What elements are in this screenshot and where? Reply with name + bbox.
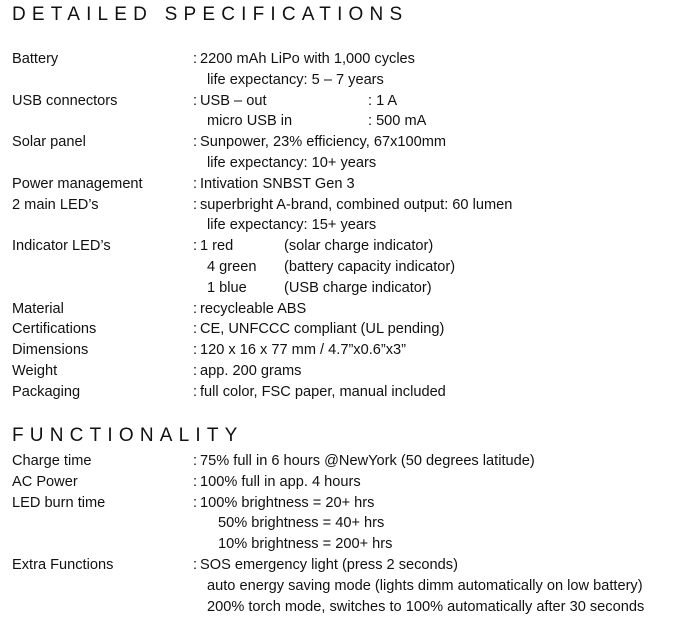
func-value-line: 75% full in 6 hours @NewYork (50 degrees latitude) <box>200 453 535 469</box>
spec-row-indicator-leds <box>0 236 700 298</box>
spec-value-line: Intivation SNBST Gen 3 <box>200 175 355 192</box>
spec-label-battery: Battery <box>12 51 59 67</box>
spec-values-solar-panel <box>200 132 446 174</box>
spec-value-line: life expectancy: 15+ years <box>207 217 377 234</box>
func-row-led-burn-time <box>0 493 700 555</box>
spec-label-packaging: Packaging <box>12 383 81 400</box>
spec-colon: : <box>192 175 198 192</box>
func-value-line: auto energy saving mode (lights dimm automatically on low battery) <box>207 577 643 594</box>
spec-colon: : <box>192 383 198 400</box>
spec-label-weight: Weight <box>12 362 58 379</box>
func-label-ac-power: AC Power <box>12 473 78 490</box>
spec-colon: : <box>192 92 198 109</box>
func-value-line: 10% brightness = 200+ hrs <box>218 536 393 553</box>
spec-values-dimensions <box>200 340 406 361</box>
spec-label-main-leds: 2 main LED’s <box>12 196 99 213</box>
func-value-line: 200% torch mode, switches to 100% automatically after 30 seconds <box>207 598 645 615</box>
spec-value-line: recycleable ABS <box>200 300 307 317</box>
spec-colon: : <box>192 51 198 67</box>
indicator-led-desc: (USB charge indicator) <box>284 279 432 296</box>
spec-row-solar-panel <box>0 132 700 174</box>
spec-values-usb-connectors <box>200 91 426 133</box>
spec-colon: : <box>192 362 198 379</box>
spec-label-power-management: Power management <box>12 175 143 192</box>
spec-row-power-management <box>0 174 700 195</box>
func-colon: : <box>192 556 198 573</box>
spec-value-line: 2200 mAh LiPo with 1,000 cycles <box>200 51 415 67</box>
func-label-led-burn-time: LED burn time <box>12 494 106 511</box>
func-values-led-burn-time <box>200 493 392 555</box>
spec-colon: : <box>192 300 198 317</box>
spec-value-line: 120 x 16 x 77 mm / 4.7”x0.6”x3” <box>200 342 407 359</box>
functionality-section <box>0 451 700 617</box>
spec-values-indicator-leds <box>200 236 455 298</box>
spec-label-dimensions: Dimensions <box>12 342 89 359</box>
usb-port-name: USB – out <box>200 92 267 109</box>
spec-row-usb-connectors <box>0 91 700 133</box>
func-colon: : <box>192 494 198 511</box>
spec-row-packaging <box>0 382 700 403</box>
func-colon: : <box>192 473 198 490</box>
func-label-charge-time: Charge time <box>12 453 92 469</box>
usb-colon: : <box>368 113 373 130</box>
spec-values-certifications <box>200 319 444 340</box>
spec-values-packaging <box>200 382 446 403</box>
functionality-heading: FUNCTIONALITY <box>12 425 244 446</box>
func-values-ac-power <box>200 472 361 493</box>
spec-colon: : <box>192 238 198 255</box>
spec-colon: : <box>192 321 198 338</box>
spec-value-line: Sunpower, 23% efficiency, 67x100mm <box>200 134 447 151</box>
func-colon: : <box>192 453 198 469</box>
indicator-led-desc: (solar charge indicator) <box>284 238 434 255</box>
func-row-charge-time <box>0 451 700 472</box>
indicator-led-name: 4 green <box>207 258 257 275</box>
spec-colon: : <box>192 342 198 359</box>
spec-values-main-leds <box>200 195 512 237</box>
spec-value-line: life expectancy: 5 – 7 years <box>207 71 384 88</box>
spec-row-main-leds <box>0 195 700 237</box>
indicator-row-blue <box>200 278 455 299</box>
spec-label-usb-connectors: USB connectors <box>12 92 118 109</box>
func-label-extra-functions: Extra Functions <box>12 556 114 573</box>
spec-label-certifications: Certifications <box>12 321 97 338</box>
spec-row-material <box>0 299 700 320</box>
func-row-ac-power <box>0 472 700 493</box>
func-value-line: SOS emergency light (press 2 seconds) <box>200 556 458 573</box>
spec-row-weight <box>0 361 700 382</box>
usb-port-value: 1 A <box>376 92 398 109</box>
spec-row-certifications <box>0 319 700 340</box>
usb-port-name: micro USB in <box>207 113 293 130</box>
spec-colon: : <box>192 134 198 151</box>
indicator-led-name: 1 blue <box>207 279 247 296</box>
spec-value-line: life expectancy: 10+ years <box>207 154 377 171</box>
spec-values-power-management <box>200 174 355 195</box>
indicator-row-green <box>200 257 455 278</box>
func-value-line: 50% brightness = 40+ hrs <box>218 515 385 532</box>
spec-row-dimensions <box>0 340 700 361</box>
detailed-specifications-section <box>0 49 700 403</box>
indicator-led-name: 1 red <box>200 238 234 255</box>
func-values-extra-functions <box>200 555 644 617</box>
func-row-extra-functions <box>0 555 700 617</box>
usb-row-in <box>200 111 426 132</box>
func-value-line: 100% full in app. 4 hours <box>200 473 361 490</box>
spec-value-line: superbright A-brand, combined output: 60 lumen <box>200 196 513 213</box>
indicator-row-red <box>200 236 455 257</box>
spec-values-weight <box>200 361 301 382</box>
spec-row-battery <box>0 49 700 91</box>
spec-values-battery <box>200 49 415 91</box>
spec-values-material <box>200 299 306 320</box>
spec-label-indicator-leds: Indicator LED’s <box>12 238 111 255</box>
detailed-specifications-heading: DETAILED SPECIFICATIONS <box>12 4 409 25</box>
func-value-line: 100% brightness = 20+ hrs <box>200 494 375 511</box>
spec-label-solar-panel: Solar panel <box>12 134 86 151</box>
usb-colon: : <box>368 92 373 109</box>
func-values-charge-time <box>200 451 535 472</box>
spec-label-material: Material <box>12 300 64 317</box>
usb-row-out <box>200 91 426 112</box>
spec-value-line: app. 200 grams <box>200 362 302 379</box>
spec-colon: : <box>192 196 198 213</box>
usb-port-value: 500 mA <box>376 113 427 130</box>
spec-value-line: CE, UNFCCC compliant (UL pending) <box>200 321 445 338</box>
spec-value-line: full color, FSC paper, manual included <box>200 383 446 400</box>
indicator-led-desc: (battery capacity indicator) <box>284 258 456 275</box>
